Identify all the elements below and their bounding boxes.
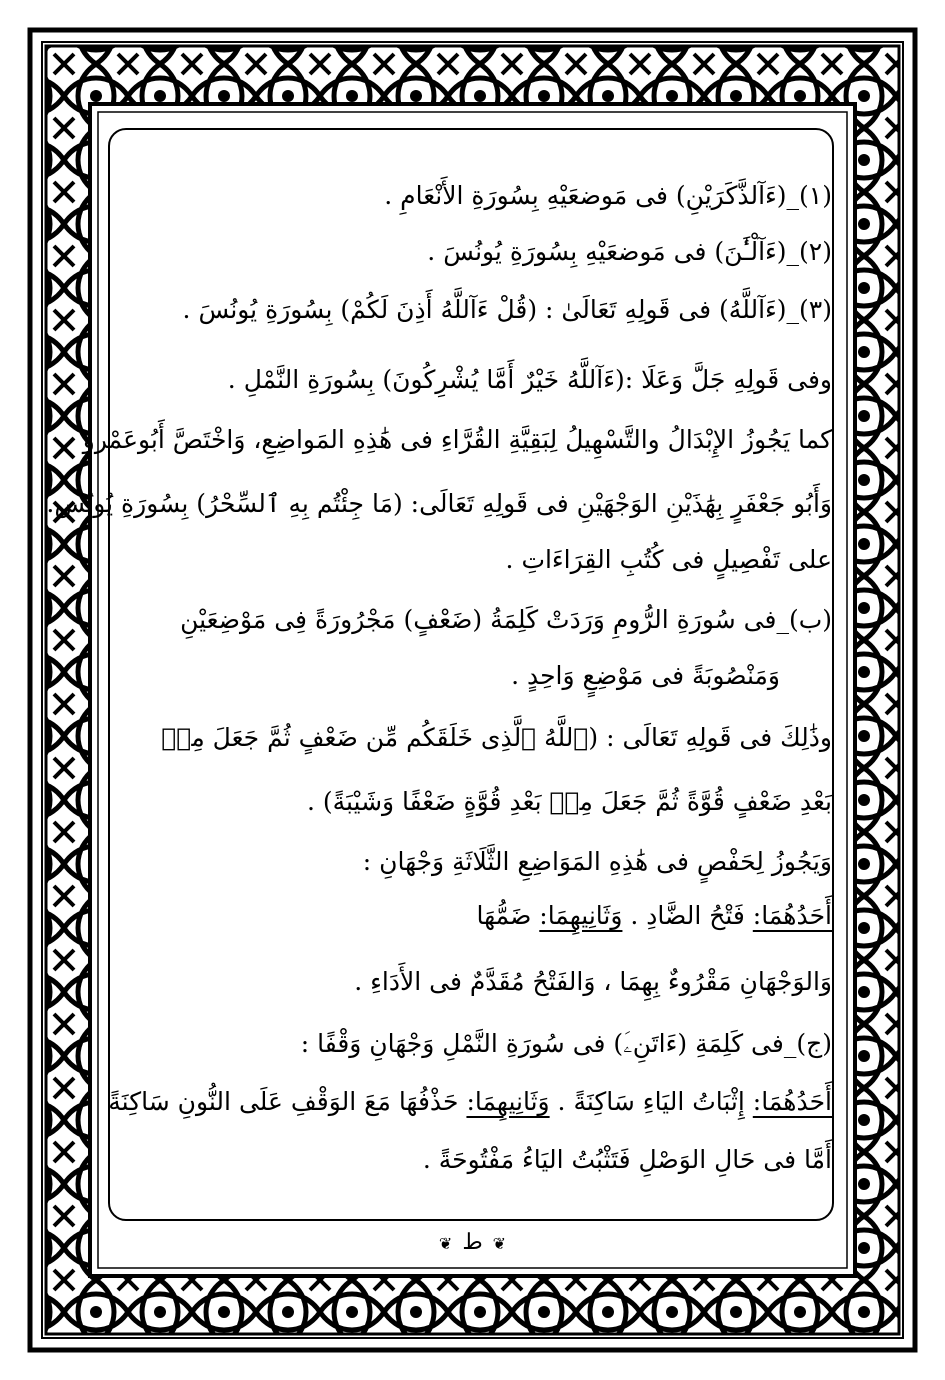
- text-line-11: بَعْدِ ضَعْفٍ قُوَّةً ثُمَّ جَعَلَ مِنۢ بَعْدِ قُوَّةٍ ضَعْفًا وَشَيْبَةً) .: [306, 787, 832, 816]
- page-number: ط: [462, 1230, 483, 1255]
- border-left: [46, 104, 90, 1276]
- first-variant-text: إِثْبَاتُ اليَاءِ سَاكِنَةً .: [549, 1087, 753, 1116]
- text-line-8: (ب)_فى سُورَةِ الرُّومِ وَرَدَتْ كَلِمَةُ (ضَعْفٍ) مَجْرُورَةً فِى مَوْضِعَيْنِ: [180, 605, 832, 634]
- page-footer: [0, 1230, 945, 1255]
- second-variant-text: حَذْفُهَا مَعَ الوَقْفِ عَلَى النُّونِ سَاكِنَةً: [108, 1087, 467, 1116]
- border-top: [46, 46, 899, 104]
- border-bottom: [46, 1276, 899, 1334]
- first-variant-label: أَحَدُهُمَا:: [752, 901, 832, 930]
- second-variant-text: ضَمُّهَا: [476, 901, 540, 930]
- second-variant-label: وَثَانِيهِمَا:: [539, 901, 623, 930]
- floral-ornament-icon: ❦: [492, 1234, 507, 1253]
- text-line-6: وَأَبُو جَعْفَرٍ بِهَٰذَيْنِ الوَجْهَيْنِ فى قَولِهِ تَعَالَى: (مَا جِئْتُم بِهِ ٱلسِّحْرُ) بِسُورَةِ يُونُس.: [46, 489, 832, 518]
- text-line-10: وذَٰلِكَ فى قَولِهِ تَعَالَى : (ٱللَّهُ ٱلَّذِى خَلَقَكُم مِّن ضَعْفٍ ثُمَّ جَعَلَ مِنۢ: [161, 723, 832, 752]
- text-line-14: وَالوَجْهَانِ مَقْرُوءٌ بِهِمَا ، وَالفَتْحُ مُقَدَّمٌ فى الأَدَاءِ .: [354, 967, 832, 996]
- text-line-5: كما يَجُوزُ الإِبْدَالُ والتَّسْهِيلُ لِبَقِيَّةِ القُرَّاءِ فى هَٰذِهِ المَواضِعِ، وَاخْتَصَّ أَبُوعَمْرو: [82, 425, 832, 454]
- text-line-15: (ج)_فى كَلِمَةِ (ءَاتَنِۦَ) فى سُورَةِ النَّمْلِ وَجْهَانِ وَقْفًا :: [300, 1029, 832, 1058]
- text-line-17: أَمَّا فى حَالِ الوَصْلِ فَتَثْبُتُ اليَاءُ مَفْتُوحَةً .: [422, 1145, 832, 1174]
- text-line-7: على تَفْصِيلٍ فى كُتُبِ القِرَاءَاتِ .: [505, 545, 832, 574]
- text-line-4: وفى قَولِهِ جَلَّ وَعَلَا :(ءَآللَّهُ خَيْرٌ أَمَّا يُشْرِكُونَ) بِسُورَةِ النَّمْلِ .: [227, 365, 832, 394]
- text-line-12: وَيَجُوزُ لِحَفْصٍ فى هَٰذِهِ المَوَاضِعِ الثَّلَاثَةِ وَجْهَانِ :: [362, 847, 832, 876]
- text-line-13: [120, 896, 832, 936]
- border-right: [855, 104, 899, 1276]
- second-variant-label: وَثَانِيهِمَا:: [466, 1087, 550, 1116]
- text-line-16: [108, 1082, 832, 1122]
- first-variant-label: أَحَدُهُمَا:: [752, 1087, 832, 1116]
- first-variant-text: فَتْحُ الضَّادِ .: [622, 901, 753, 930]
- text-line-3: (٣)_(ءَآللَّهُ) فى قَولِهِ تَعَالَىٰ : (قُلْ ءَآللَّهُ أَذِنَ لَكُمْ) بِسُورَةِ يُونُسَ .: [182, 295, 832, 324]
- text-line-1: (١)_(ءَآلذَّكَرَيْنِ) فى مَوضعَيْهِ بِسُورَةِ الأَنْعَامِ .: [384, 181, 832, 210]
- floral-ornament-icon: ❦: [438, 1234, 453, 1253]
- text-line-2: (٢)_(ءَآلْـَٰٔنَ) فى مَوضعَيْهِ بِسُورَةِ يُونُسَ .: [427, 237, 832, 266]
- text-line-9: وَمَنْصُوبَةً فى مَوْضِعٍ وَاحِدٍ .: [511, 661, 780, 690]
